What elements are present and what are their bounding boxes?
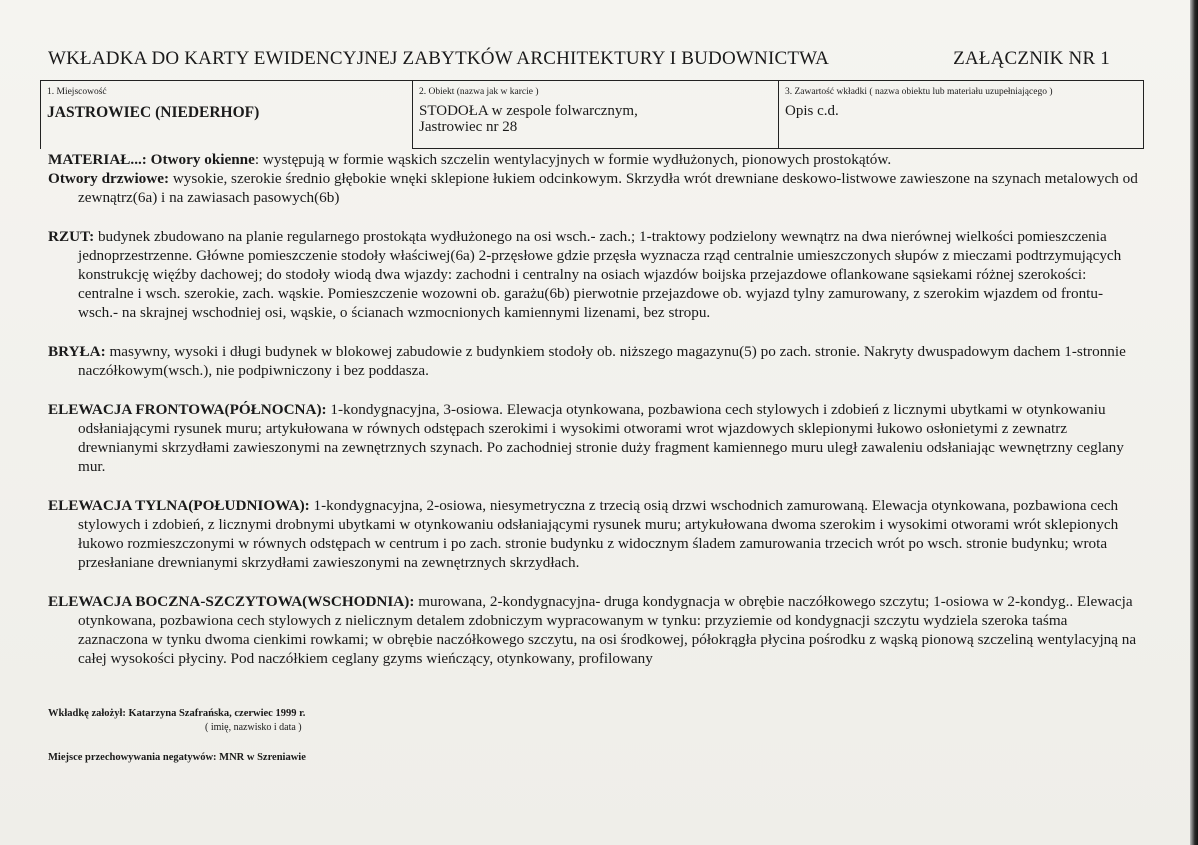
- paragraph-side-elevation: [48, 592, 1138, 668]
- section-label: MATERIAŁ...:: [48, 151, 151, 168]
- paragraph-door-openings: [48, 169, 1138, 207]
- field-content: [778, 81, 1144, 149]
- paragraph-front-elevation: [48, 400, 1138, 476]
- section-text: budynek zbudowano na planie regularnego prostokąta wydłużonego na osi wsch.- zach.; 1-traktowy podzielony wewnątrz na dwa nierównej wielkości pomieszczenia jednoprzestrzenne. Główne pomieszczenie stodoły właściwej(6a) 2-przęsłowe gdzie przęsła wyznacza rząd centralnie umieszczonych słupów z mieczami podtrzymujących konstrukcję więźby dachowej; do stodoły wiodą dwa wjazdy: zachodni i centralny na osiach wjazdów boijska przejazdowe oflankowane sąsiekami różnej szerokości: centralne i wsch. szerokie, zach. wąskie. Pomieszczenie wozowni ob. garażu(6b) pierwotnie przejazdowe ob. wyjazd tylny zamurowany, z szerokim wjazdem od frontu-wsch.- na skrajnej wschodniej osi, wąskie, o ścianach wzmocnionych kamiennymi lizenami, bez stropu.: [78, 228, 1122, 321]
- table-bottom-rule: [412, 148, 1144, 149]
- document-header: [48, 48, 1110, 70]
- field-place: [40, 81, 412, 149]
- negatives-location: Miejsce przechowywania negatywów: MNR w Szreniawie: [48, 752, 306, 763]
- description-body: [48, 150, 1138, 668]
- field-object-label: 2. Obiekt (nazwa jak w karcie ): [419, 87, 539, 97]
- record-fields-table: [40, 80, 1144, 149]
- section-label: BRYŁA:: [48, 343, 106, 360]
- paragraph-mass: [48, 342, 1138, 380]
- field-object-value-line1: STODOŁA w zespole folwarcznym,: [419, 103, 638, 119]
- section-text: murowana, 2-kondygnacyjna- druga kondygnacja w obrębie naczółkowego szczytu; 1-osiowa w 2-kondyg.. Elewacja otynkowana, pozbawiona cech stylowych z nielicznym detalem zdobniczym wypracowanym w tynku: przyziemie od kondygnacji szczytu wydziela szeroka taśma zaznaczona w tynku dwoma cienkimi rowkami; w obrębie naczółkowego szczytu, na osi środkowej, półokrągła płycina pośrodku z wąską pionową szczeliną wentylacyjną na całej wysokości płyciny. Pod naczółkiem ceglany gzyms wieńczący, otynkowany, profilowany: [78, 593, 1137, 667]
- section-label: ELEWACJA BOCZNA-SZCZYTOWA(WSCHODNIA):: [48, 593, 415, 610]
- field-object: [412, 81, 778, 149]
- section-text: 1-kondygnacyjna, 2-osiowa, niesymetryczna z trzecią osią drzwi wschodnich zamurowaną. Elewacja otynkowana, pozbawiona cech stylowych i zdobień, z licznymi drobnymi ubytkami w otynkowaniu odsłaniającymi rysunek muru; artykułowana dwoma szerokim i wysokimi otworami wrót sklepionych łukowo rozmieszczonymi w równych odstępach w centrum i po zach. stronie budynku z widocznym śladem zamurowania trzecich wrót po wsch. stronie budynku; wrota przesłaniane drewnianymi skrzydłami zawieszonymi na zewnętrznych skrzydłach.: [78, 497, 1119, 571]
- section-label: RZUT:: [48, 228, 95, 245]
- document-title: WKŁADKA DO KARTY EWIDENCYJNEJ ZABYTKÓW ARCHITEKTURY I BUDOWNICTWA: [48, 48, 830, 69]
- annex-number: ZAŁĄCZNIK NR 1: [953, 48, 1110, 69]
- section-text: 1-kondygnacyjna, 3-osiowa. Elewacja otynkowana, pozbawiona cech stylowych i zdobień z licznymi ubytkami w otynkowaniu odsłaniającymi rysunek muru; artykułowana w równych odstępach szerokimi i wysokimi otworami wrot wjazdowych sklepionymi łukowo osłonietymi z zewnatrz drewnianymi skrzydłami zawieszonymi na zewnętrznych szynach. Po zachodniej stronie duży fragment kamiennego muru uległ zawaleniu odsłaniając wewnętrzny ceglany mur.: [78, 401, 1124, 475]
- paragraph-plan: [48, 227, 1138, 322]
- section-text: wysokie, szerokie średnio głębokie wnęki sklepione łukiem odcinkowym. Skrzydła wrót drewniane deskowo-listwowe zawieszone na szynach metalowych od zewnątrz(6a) i na zawiasach pasowych(6b): [78, 170, 1138, 206]
- section-label: ELEWACJA FRONTOWA(PÓŁNOCNA):: [48, 401, 327, 418]
- section-text: : występują w formie wąskich szczelin wentylacyjnych w formie wydłużonych, pionowych prostokątów.: [254, 151, 892, 168]
- section-label: ELEWACJA TYLNA(POŁUDNIOWA):: [48, 497, 310, 514]
- section-label: Otwory okienne: [150, 151, 255, 168]
- scan-edge: [1190, 0, 1198, 845]
- author-line: Wkładkę założył: Katarzyna Szafrańska, czerwiec 1999 r.: [48, 708, 306, 719]
- author-hint: ( imię, nazwisko i data ): [205, 722, 302, 733]
- field-content-value: Opis c.d.: [785, 103, 839, 119]
- field-place-value: JASTROWIEC (NIEDERHOF): [47, 104, 260, 121]
- section-label: Otwory drzwiowe:: [48, 170, 170, 187]
- field-object-value-line2: Jastrowiec nr 28: [419, 119, 518, 135]
- paragraph-material: [48, 150, 1138, 169]
- field-place-label: 1. Miejscowość: [47, 87, 107, 97]
- paragraph-rear-elevation: [48, 496, 1138, 572]
- field-content-label: 3. Zawartość wkładki ( nazwa obiektu lub materiału uzupełniającego ): [785, 87, 1053, 97]
- section-text: masywny, wysoki i długi budynek w blokowej zabudowie z budynkiem stodoły ob. niższego magazynu(5) po zach. stronie. Nakryty dwuspadowym dachem 1-stronnie naczółkowym(wsch.), nie podpiwniczony i bez poddasza.: [78, 343, 1126, 379]
